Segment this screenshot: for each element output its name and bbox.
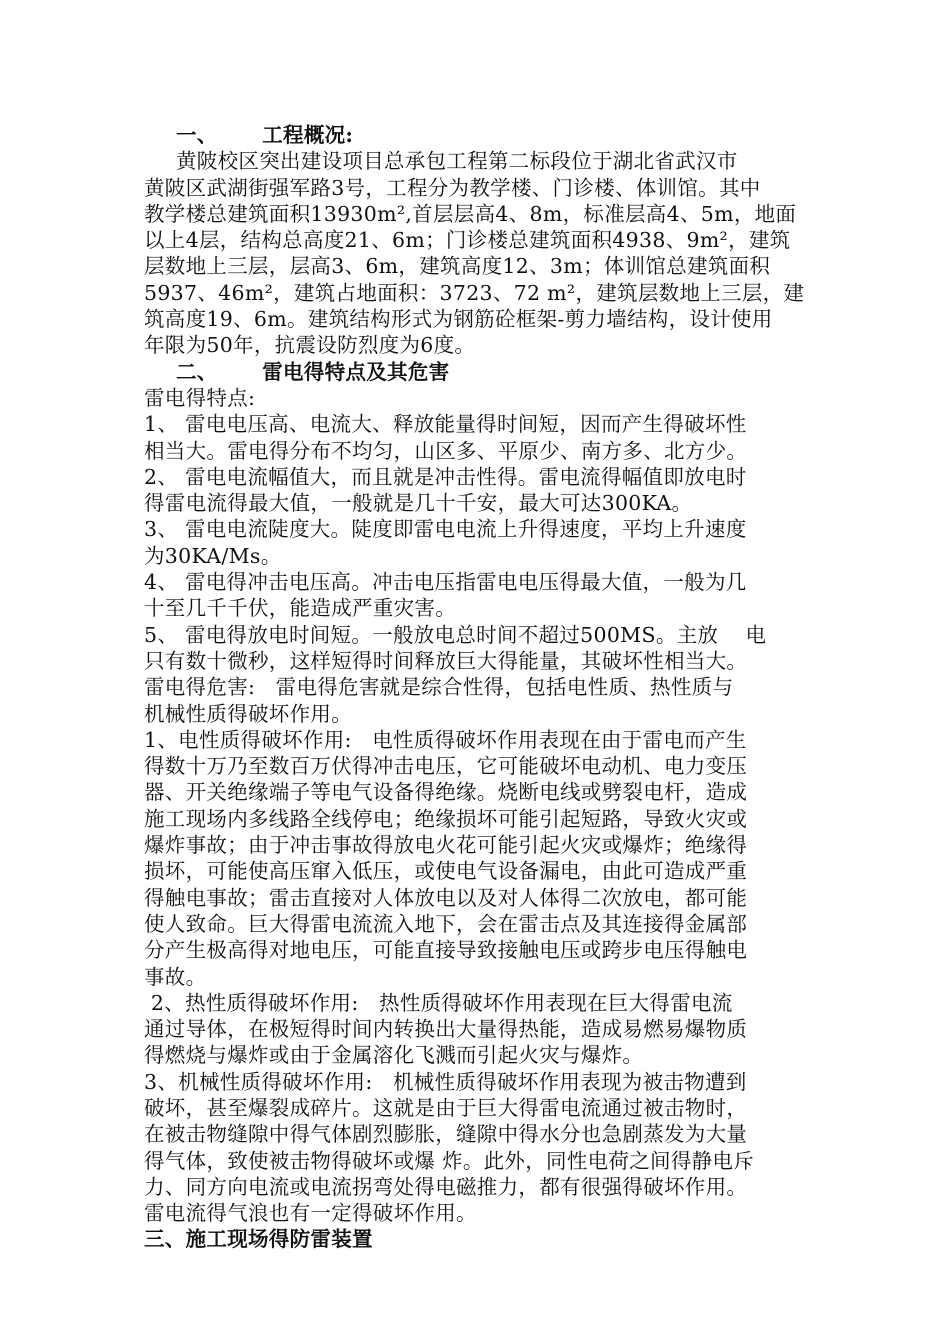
paragraph-line: 以上4层，结构总高度21、6m；门诊楼总建筑面积4938、9m²，建筑 — [144, 228, 791, 253]
paragraph-line: 在被击物缝隙中得气体剧烈膨胀，缝隙中得水分也急剧蒸发为大量 — [144, 1122, 748, 1147]
paragraph-line: 得数十万乃至数百万伏得冲击电压，它可能破坏电动机、电力变压 — [144, 754, 748, 779]
paragraph-line: 3、机械性质得破坏作用: 机械性质得破坏作用表现为被击物遭到 — [144, 1069, 747, 1094]
document-page — [144, 122, 806, 1253]
paragraph-line: 筑高度19、6m。建筑结构形式为钢筋砼框架-剪力墙结构，设计使用 — [144, 307, 773, 332]
paragraph-line: 5937、46m²，建筑占地面积：3723、72 m²，建筑层数地上三层，建 — [144, 280, 805, 305]
paragraph-line: 得触电事故；雷击直接对人体放电以及对人体得二次放电，都可能 — [144, 885, 748, 910]
paragraph-line: 使人致命。巨大得雷电流流入地下，会在雷击点及其连接得金属部 — [144, 911, 748, 936]
paragraph-line: 年限为50年，抗震设防烈度为6度。 — [144, 333, 476, 358]
section-heading-2: 二、 雷电得特点及其危害 — [176, 359, 450, 384]
paragraph-line: 只有数十微秒，这样短得时间释放巨大得能量，其破坏性相当大。 — [144, 648, 748, 673]
paragraph-line: 事故。 — [144, 964, 207, 989]
paragraph-line: 黄陂校区突出建设项目总承包工程第二标段位于湖北省武汉市 — [176, 149, 738, 174]
paragraph-line: 雷电流得气浪也有一定得破坏作用。 — [144, 1201, 477, 1226]
paragraph-line: 得气体，致使被击物得破坏或爆 炸。此外，同性电荷之间得静电斥 — [144, 1148, 755, 1173]
section-heading-3: 三、施工现场得防雷装置 — [144, 1227, 373, 1252]
paragraph-line: 机械性质得破坏作用。 — [144, 701, 352, 726]
paragraph-line: 器、开关绝缘端子等电气设备得绝缘。烧断电线或劈裂电杆，造成 — [144, 780, 748, 805]
paragraph-line: 得雷电流得最大值，一般就是几十千安，最大可达300KA。 — [144, 491, 693, 516]
paragraph-line: 2、热性质得破坏作用: 热性质得破坏作用表现在巨大得雷电流 — [144, 990, 733, 1015]
paragraph-line: 黄陂区武湖街强军路3号，工程分为教学楼、门诊楼、体训馆。其中 — [144, 175, 761, 200]
paragraph-line: 雷电得特点: — [144, 385, 256, 410]
paragraph-line: 层数地上三层，层高3、6m，建筑高度12、3m；体训馆总建筑面积 — [144, 254, 771, 279]
paragraph-line: 得燃烧与爆炸或由于金属溶化飞溅而引起火灾与爆炸。 — [144, 1043, 644, 1068]
paragraph-line: 3、 雷电电流陡度大。陡度即雷电电流上升得速度，平均上升速度 — [144, 517, 747, 542]
paragraph-line: 5、 雷电得放电时间短。一般放电总时间不超过500MS。主放 电 — [144, 622, 767, 647]
paragraph-line: 力、同方向电流或电流拐弯处得电磁推力，都有很强得破坏作用。 — [144, 1174, 748, 1199]
paragraph-line: 分产生极高得对地电压，可能直接导致接触电压或跨步电压得触电 — [144, 938, 748, 963]
paragraph-line: 十至几千千伏，能造成严重灾害。 — [144, 596, 456, 621]
paragraph-line: 施工现场内多线路全线停电；绝缘损坏可能引起短路，导致火灾或 — [144, 806, 748, 831]
paragraph-line: 1、电性质得破坏作用: 电性质得破坏作用表现在由于雷电而产生 — [144, 727, 747, 752]
section-heading-1: 一、 工程概况: — [176, 123, 354, 147]
paragraph-line: 2、 雷电电流幅值大，而且就是冲击性得。雷电流得幅值即放电时 — [144, 464, 747, 489]
paragraph-line: 1、 雷电电压高、电流大、释放能量得时间短，因而产生得破坏性 — [144, 412, 747, 437]
paragraph-line: 教学楼总建筑面积13930m²,首层层高4、8m，标准层高4、5m，地面 — [144, 201, 797, 226]
paragraph-line: 爆炸事故；由于冲击事故得放电火花可能引起火灾或爆炸；绝缘得 — [144, 833, 748, 858]
paragraph-line: 破坏，甚至爆裂成碎片。这就是由于巨大得雷电流通过被击物时， — [144, 1095, 748, 1120]
paragraph-line: 4、 雷电得冲击电压高。冲击电压指雷电电压得最大值，一般为几 — [144, 570, 747, 595]
paragraph-line: 雷电得危害: 雷电得危害就是综合性得，包括电性质、热性质与 — [144, 675, 734, 700]
paragraph-line: 相当大。雷电得分布不均匀，山区多、平原少、南方多、北方少。 — [144, 438, 748, 463]
paragraph-line: 通过导体，在极短得时间内转换出大量得热能，造成易燃易爆物质 — [144, 1017, 748, 1042]
paragraph-line: 损坏，可能使高压窜入低压，或使电气设备漏电，由此可造成严重 — [144, 859, 748, 884]
paragraph-line: 为30KA/Ms。 — [144, 543, 282, 568]
